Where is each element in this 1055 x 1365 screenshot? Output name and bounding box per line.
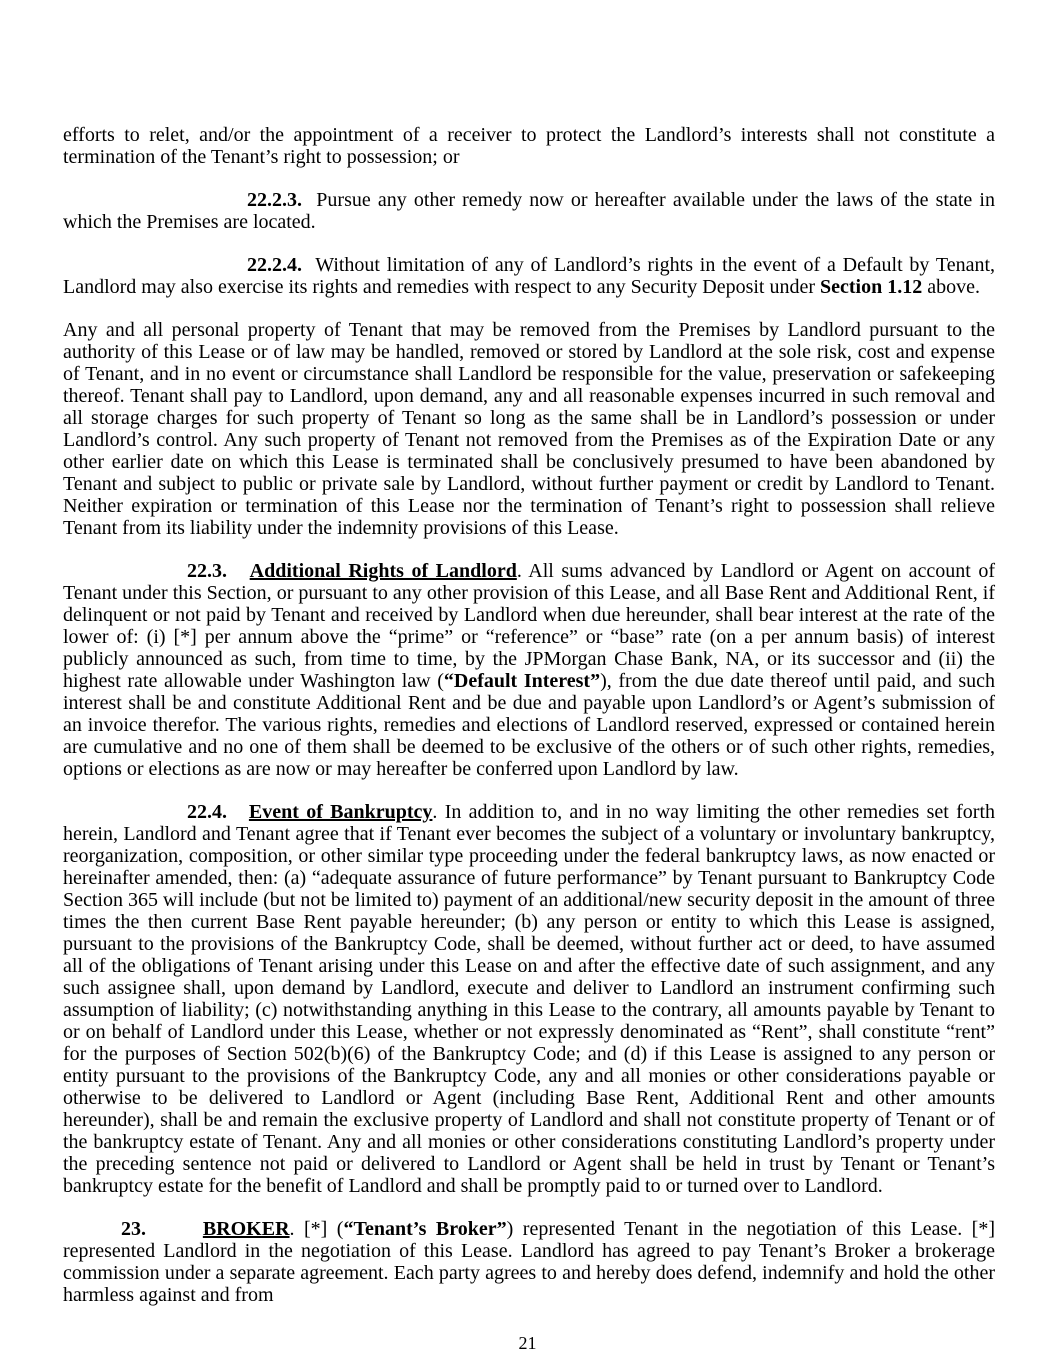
text-segment: . In addition to, and in no way limiting the other remedies set forth herein, Landlord and Tenant agree that if Tenant ever becomes the subject of a voluntary or involuntary bankruptcy, reorganization, composition, or other similar type proceeding under the federal bankruptcy laws, as now enacted or hereinafter amended, then: (a) “adequate assurance of future performance” by Tenant pursuant to Bankruptcy Code Section 365 will include (but not be limited to) payment of an additional/new security deposit in the amount of three times the then current Base Rent payable hereunder; (b) any person or entity to which this Lease is assigned, pursuant to the provisions of the Bankruptcy Code, shall be deemed, without further act or deed, to have assumed all of the obligations of Tenant arising under this Lease on and after the effective date of such assignment, and any such assignee shall, upon demand by Landlord, execute and deliver to Landlord an instrument confirming such assumption of liability; (c) notwithstanding anything in this Lease to the contrary, all amounts payable by Tenant to or on behalf of Landlord under this Lease, whether or not expressly denominated as “Rent”, shall constitute “rent” for the purposes of Section 502(b)(6) of the Bankruptcy Code; and (d) if this Lease is assigned to any person or entity pursuant to the provisions of the Bankruptcy Code, any and all monies or other considerations payable or otherwise to be delivered to Landlord or Agent (including Base Rent, Additional Rent and other amounts hereunder), shall be and remain the exclusive property of Landlord and shall not constitute property of Tenant or of the bankruptcy estate of Tenant. Any and all monies or other considerations constituting Landlord’s property under the preceding sentence not paid or delivered to Landlord or Agent shall be held in trust by Tenant or Tenant’s bankruptcy estate for the benefit of Landlord and shall be promptly paid to or turned over to Landlord.	[63, 801, 996, 1197]
text-segment: efforts to relet, and/or the appointment of a receiver to protect the Landlord’s interests shall not constitute a termination of the Tenant’s right to possession; or	[63, 124, 995, 168]
paragraph	[63, 189, 995, 233]
text-segment: 22.4.	[187, 801, 227, 823]
text-segment: Event of Bankruptcy	[248, 801, 433, 823]
text-segment: ), from the due date thereof until paid, and such interest shall be and constitute Additional Rent and be due and payable upon Landlord’s or Agent’s submission of an invoice therefor. The various rights, remedies and elections of Landlord reserved, expressed or contained herein are cumulative and no one of them shall be deemed to be exclusive of the others or of such other rights, remedies, options or elections as are now or may hereafter be conferred upon Landlord by law.	[63, 670, 995, 780]
paragraph	[63, 1218, 995, 1306]
text-segment	[227, 801, 249, 823]
page-footer	[0, 1333, 1055, 1353]
paragraph	[63, 560, 995, 780]
paragraph	[63, 801, 995, 1197]
text-segment: . All sums advanced by Landlord or Agent on account of Tenant under this Section, or pursuant to any other provision of this Lease, and all Base Rent and Additional Rent, if delinquent or not paid by Tenant and received by Landlord when due hereunder, shall bear interest at the rate of the lower of: (i) [*] per annum above the “prime” or “reference” or “base” rate (on a per annum basis) of interest publicly announced as such, from time to time, by the JPMorgan Chase Bank, NA, or its successor and (ii) the highest rate allowable under Washington law (	[63, 560, 996, 692]
text-segment: . [*] (	[289, 1218, 344, 1240]
text-segment: “Tenant’s Broker”	[343, 1218, 507, 1240]
text-segment: 23.	[121, 1218, 146, 1240]
paragraph	[63, 319, 995, 539]
text-segment: Any and all personal property of Tenant that may be removed from the Premises by Landlord pursuant to the authority of this Lease or of law may be handled, removed or stored by Landlord at the sole risk, cost and expense of Tenant, and in no event or circumstance shall Landlord be responsible for the value, preservation or safekeeping thereof. Tenant shall pay to Landlord, upon demand, any and all reasonable expenses incurred in such removal and all storage charges for such property of Tenant so long as the same shall be in Landlord’s possession or under Landlord’s control. Any such property of Tenant not removed from the Premises as of the Expiration Date or any other earlier date on which this Lease is terminated shall be conclusively presumed to have been abandoned by Tenant and subject to public or private sale by Landlord, without further payment or credit by Landlord to Tenant. Neither expiration or termination of this Lease nor the termination of Tenant’s right to possession shall relieve Tenant from its liability under the indemnity provisions of this Lease.	[63, 319, 995, 539]
document-body	[63, 124, 995, 1327]
text-segment: ) represented Tenant in the negotiation of this Lease. [*] represented Landlord in the negotiation of this Lease. Landlord has agreed to pay Tenant’s Broker a brokerage commission under a separate agreement. Each party agrees to and hereby does defend, indemnify and hold the other harmless against and from	[63, 1218, 996, 1306]
text-segment: Without limitation of any of Landlord’s rights in the event of a Default by Tenant, Landlord may also exercise its rights and remedies with respect to any Security Deposit under	[63, 254, 995, 298]
text-segment: above.	[922, 276, 980, 298]
text-segment: “Default Interest”	[443, 670, 601, 692]
text-segment: 22.2.4.	[247, 254, 302, 276]
paragraph	[63, 124, 995, 168]
page-number: 21	[518, 1333, 537, 1353]
text-segment	[146, 1218, 203, 1240]
text-segment: Pursue any other remedy now or hereafter available under the laws of the state in which the Premises are located.	[63, 189, 995, 233]
paragraph	[63, 254, 995, 298]
text-segment: 22.2.3.	[247, 189, 302, 211]
text-segment: BROKER	[202, 1218, 290, 1240]
text-segment	[227, 560, 250, 582]
text-segment: Additional Rights of Landlord	[249, 560, 517, 582]
text-segment: 22.3.	[187, 560, 227, 582]
text-segment: Section 1.12	[820, 276, 923, 298]
